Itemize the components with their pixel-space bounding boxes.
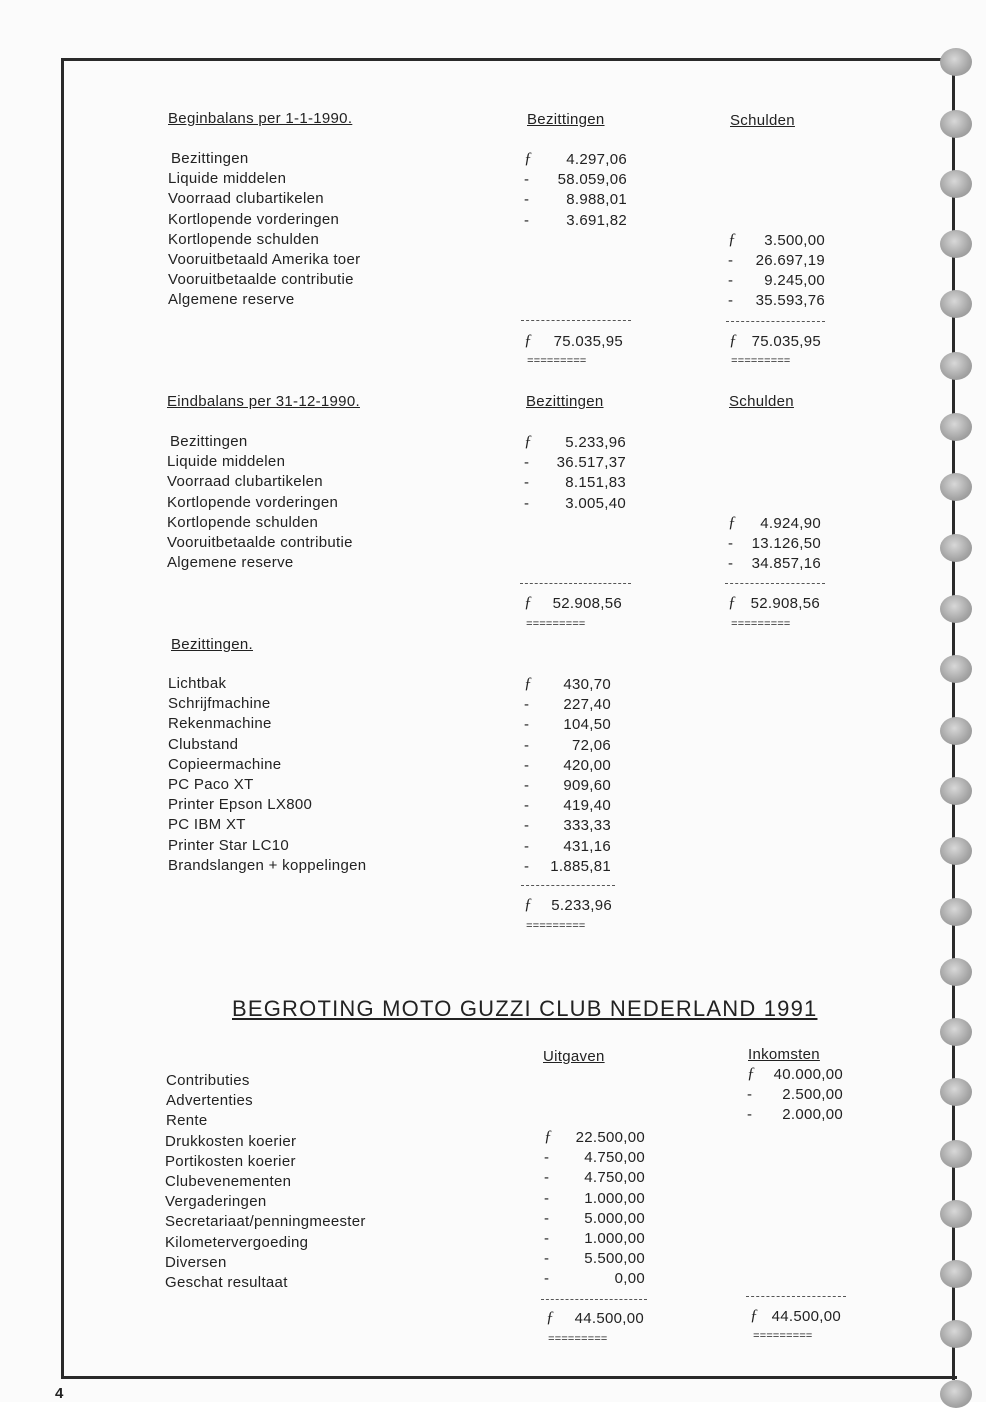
budget-label: Rente (166, 1112, 208, 1130)
inventory-total: 5.233,96 (551, 897, 612, 914)
inventory-item-value: 1.885,81 (550, 857, 611, 875)
inventory-item-marker: - (524, 797, 530, 815)
budget-expenses-rule (541, 1299, 647, 1300)
budget-expense-value: 22.500,00 (575, 1129, 645, 1146)
budget-income-marker: - (747, 1106, 753, 1124)
inventory-label: Brandslangen + koppelingen (168, 856, 367, 874)
budget-title: BEGROTING MOTO GUZZI CLUB NEDERLAND 1991 (232, 996, 818, 1021)
end-asset-marker: ƒ (524, 433, 533, 450)
begin-asset-marker: - (524, 211, 530, 229)
budget-label: Portikosten koerier (165, 1152, 296, 1170)
budget-expense-marker: - (544, 1209, 550, 1227)
begin-debt-marker: ƒ (728, 230, 737, 248)
binding-ring (940, 110, 972, 138)
budget-label: Vergaderingen (165, 1193, 267, 1211)
end-assets-rule (520, 583, 631, 584)
budget-label: Kilometervergoeding (165, 1233, 309, 1251)
begin-debt-value: 3.500,00 (764, 231, 825, 249)
budget-income-total-marker: ƒ (750, 1307, 759, 1324)
budget-expenses-header: Uitgaven (543, 1048, 605, 1065)
budget-income-double-rule: ========= (753, 1331, 813, 1343)
budget-income-marker: - (747, 1086, 753, 1104)
inventory-item-marker: - (524, 817, 530, 835)
inventory-double-rule: ========= (526, 921, 586, 933)
inventory-label: Copieermachine (168, 755, 282, 773)
begin-debts-total-marker: ƒ (729, 332, 738, 349)
budget-expense-marker: ƒ (544, 1128, 553, 1145)
page-number: 4 (55, 1385, 64, 1402)
inventory-item-marker: - (524, 716, 530, 734)
begin-debts-double-rule: ========= (731, 356, 791, 368)
binding-ring (940, 717, 972, 745)
begin-label: Kortlopende schulden (168, 230, 320, 248)
binding-ring (940, 170, 972, 198)
inventory-label: Printer Epson LX800 (168, 796, 313, 814)
end-debts-header: Schulden (729, 393, 794, 410)
binding-ring (940, 837, 972, 865)
inventory-label: Lichtbak (168, 675, 227, 692)
end-assets-total-marker: ƒ (524, 594, 533, 611)
begin-balance-title: Beginbalans per 1-1-1990. (168, 110, 353, 127)
budget-label: Clubevenementen (165, 1173, 292, 1190)
inventory-item-value: 431,16 (563, 837, 611, 855)
budget-income-value: 40.000,00 (773, 1066, 843, 1083)
end-assets-header: Bezittingen (526, 393, 604, 410)
end-balance-title: Eindbalans per 31-12-1990. (167, 393, 360, 410)
inventory-item-marker: - (524, 857, 530, 875)
budget-income-rule (746, 1296, 846, 1297)
budget-income-header: Inkomsten (748, 1046, 820, 1063)
inventory-label: PC Paco XT (168, 776, 254, 793)
budget-label: Geschat resultaat (165, 1274, 288, 1291)
begin-asset-value: 58.059,06 (557, 171, 627, 189)
binding-ring (940, 230, 972, 258)
budget-expense-value: 4.750,00 (584, 1149, 645, 1167)
budget-expense-value: 4.750,00 (584, 1169, 645, 1187)
budget-expense-marker: - (544, 1270, 550, 1288)
inventory-item-value: 420,00 (563, 756, 611, 774)
begin-debts-header: Schulden (730, 112, 795, 129)
end-debt-value: 34.857,16 (751, 555, 821, 573)
inventory-item-value: 430,70 (563, 676, 611, 693)
end-label: Voorraad clubartikelen (167, 473, 323, 491)
end-label: Algemene reserve (167, 554, 294, 572)
end-asset-marker: - (524, 494, 530, 512)
begin-debts-rule (726, 321, 825, 322)
inventory-total-marker: ƒ (524, 896, 533, 913)
inventory-label: Clubstand (168, 735, 239, 753)
inventory-item-marker: ƒ (524, 675, 533, 692)
binding-ring (940, 1380, 972, 1408)
begin-assets-double-rule: ========= (527, 356, 587, 368)
binding-ring (940, 1078, 972, 1106)
end-asset-marker: - (524, 454, 530, 472)
budget-expense-value: 0,00 (614, 1270, 645, 1288)
begin-label: Bezittingen (171, 150, 249, 167)
end-debt-value: 13.126,50 (751, 535, 821, 552)
begin-debt-marker: - (728, 292, 734, 310)
inventory-label: PC IBM XT (168, 816, 246, 834)
binding-ring (940, 534, 972, 562)
inventory-label: Rekenmachine (168, 715, 272, 733)
end-debt-marker: - (728, 535, 734, 552)
inventory-item-marker: - (524, 696, 530, 714)
binding-ring (940, 473, 972, 501)
budget-expense-value: 1.000,00 (584, 1230, 645, 1247)
begin-label: Voorraad clubartikelen (168, 190, 324, 208)
end-debt-value: 4.924,90 (760, 514, 821, 532)
end-debt-marker: ƒ (728, 513, 737, 531)
end-assets-double-rule: ========= (526, 619, 586, 631)
end-asset-value: 36.517,37 (556, 454, 626, 472)
budget-income-total: 44.500,00 (771, 1308, 841, 1325)
begin-assets-header: Bezittingen (527, 111, 605, 128)
binding-ring (940, 1320, 972, 1348)
budget-income-marker: ƒ (747, 1065, 756, 1082)
end-asset-marker: - (524, 474, 530, 492)
binding-ring (940, 1018, 972, 1046)
begin-debt-value: 35.593,76 (755, 292, 825, 310)
budget-expense-marker: - (544, 1230, 550, 1247)
end-asset-value: 3.005,40 (565, 494, 626, 512)
inventory-item-value: 72,06 (571, 736, 611, 754)
binding-ring (940, 595, 972, 623)
inventory-title: Bezittingen. (171, 636, 253, 653)
binding-ring (940, 1200, 972, 1228)
end-assets-total: 52.908,56 (552, 595, 622, 612)
inventory-label: Printer Star LC10 (168, 836, 289, 854)
inventory-item-marker: - (524, 756, 530, 774)
binding-ring (940, 48, 972, 76)
binding-ring (940, 958, 972, 986)
end-debts-total: 52.908,56 (750, 595, 820, 612)
begin-assets-total-marker: ƒ (524, 332, 533, 349)
budget-label: Advertenties (166, 1092, 253, 1110)
end-label: Kortlopende schulden (167, 513, 319, 531)
begin-label: Vooruitbetaalde contributie (168, 271, 354, 289)
begin-debts-total: 75.035,95 (751, 333, 821, 350)
end-debt-marker: - (728, 555, 734, 573)
budget-expense-value: 5.500,00 (584, 1250, 645, 1268)
end-debts-double-rule: ========= (731, 619, 791, 631)
inventory-item-value: 227,40 (563, 696, 611, 714)
begin-asset-value: 3.691,82 (566, 211, 627, 229)
binding-ring (940, 1260, 972, 1288)
budget-expense-marker: - (544, 1169, 550, 1187)
inventory-item-marker: - (524, 837, 530, 855)
budget-label: Secretariaat/penningmeester (165, 1213, 366, 1231)
budget-expense-marker: - (544, 1149, 550, 1167)
begin-debt-marker: - (728, 272, 734, 290)
binding-ring (940, 352, 972, 380)
inventory-item-marker: - (524, 777, 530, 794)
budget-expense-marker: - (544, 1189, 550, 1207)
begin-asset-value: 4.297,06 (566, 151, 627, 168)
budget-expenses-total: 44.500,00 (574, 1310, 644, 1327)
budget-expense-marker: - (544, 1250, 550, 1268)
end-label: Liquide middelen (167, 453, 286, 471)
inventory-rule (521, 885, 615, 886)
budget-label: Contributies (166, 1072, 250, 1089)
inventory-item-marker: - (524, 736, 530, 754)
begin-label: Algemene reserve (168, 291, 295, 309)
budget-expenses-total-marker: ƒ (546, 1309, 555, 1326)
begin-asset-marker: ƒ (524, 150, 533, 167)
budget-expenses-double-rule: ========= (548, 1334, 608, 1346)
inventory-item-value: 333,33 (563, 817, 611, 835)
begin-assets-total: 75.035,95 (553, 333, 623, 350)
budget-income-value: 2.500,00 (782, 1086, 843, 1104)
begin-label: Vooruitbetaald Amerika toer (168, 251, 361, 268)
binding-ring (940, 290, 972, 318)
end-label: Bezittingen (170, 433, 248, 450)
inventory-label: Schrijfmachine (168, 695, 271, 713)
binding-ring (940, 655, 972, 683)
inventory-item-value: 104,50 (563, 716, 611, 734)
end-debts-total-marker: ƒ (728, 594, 737, 611)
end-label: Vooruitbetaalde contributie (167, 534, 353, 551)
begin-assets-rule (521, 320, 631, 321)
begin-label: Kortlopende vorderingen (168, 210, 340, 228)
budget-expense-value: 5.000,00 (584, 1209, 645, 1227)
binding-ring (940, 1140, 972, 1168)
budget-income-value: 2.000,00 (782, 1106, 843, 1124)
binding-ring (940, 898, 972, 926)
end-asset-value: 5.233,96 (565, 434, 626, 451)
binding-ring (940, 777, 972, 805)
budget-label: Diversen (165, 1253, 227, 1271)
begin-asset-value: 8.988,01 (566, 191, 627, 209)
budget-expense-value: 1.000,00 (584, 1189, 645, 1207)
inventory-item-value: 909,60 (563, 777, 611, 794)
begin-debt-marker: - (728, 252, 734, 269)
inventory-item-value: 419,40 (563, 797, 611, 815)
begin-asset-marker: - (524, 171, 530, 189)
budget-label: Drukkosten koerier (165, 1132, 297, 1150)
begin-asset-marker: - (524, 191, 530, 209)
end-label: Kortlopende vorderingen (167, 493, 339, 511)
binding-ring (940, 413, 972, 441)
begin-debt-value: 9.245,00 (764, 272, 825, 290)
end-asset-value: 8.151,83 (565, 474, 626, 492)
end-debts-rule (725, 583, 825, 584)
begin-debt-value: 26.697,19 (755, 252, 825, 269)
begin-label: Liquide middelen (168, 170, 287, 188)
